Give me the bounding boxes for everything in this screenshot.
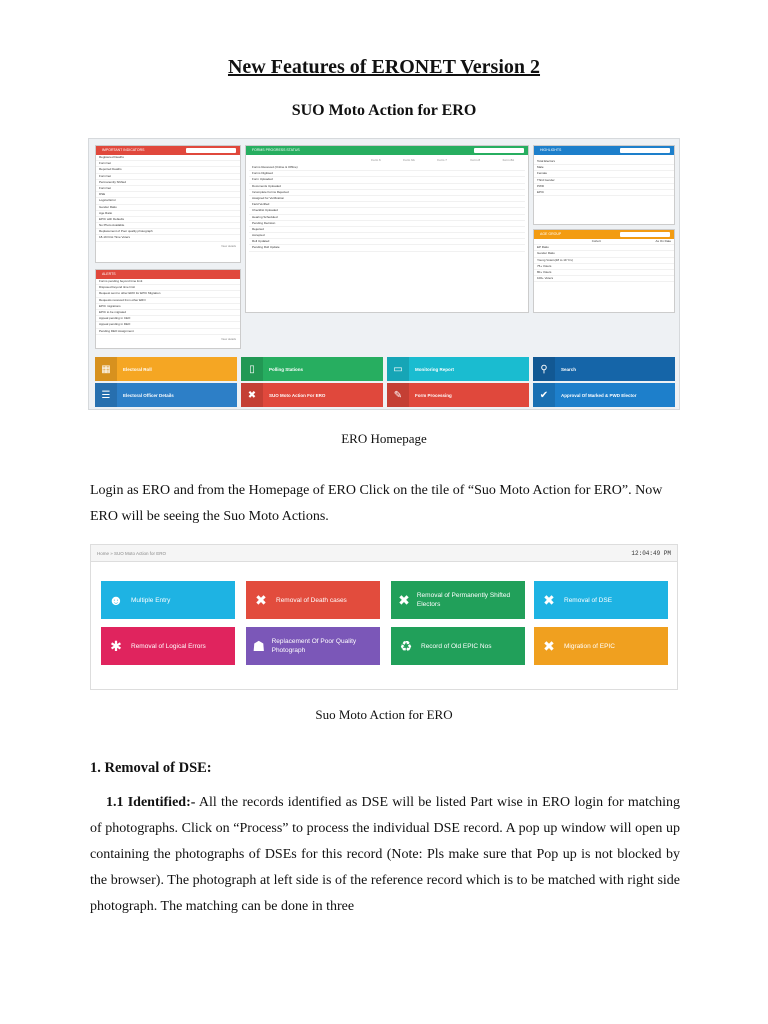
- panel-select[interactable]: [620, 148, 670, 153]
- document-subtitle: SUO Moto Action for ERO: [291, 102, 477, 119]
- panel-title: IMPORTANT INDICATORS: [102, 148, 145, 152]
- row-label: 100+ Voters: [537, 276, 554, 281]
- tile-label: Removal of Logical Errors: [131, 642, 206, 650]
- tile-icon: ☰: [95, 383, 117, 407]
- tile-label: Record of Old EPIC Nos: [421, 642, 492, 650]
- suo-moto-tile[interactable]: [246, 627, 380, 665]
- highlights-panel: [533, 145, 675, 225]
- tile-icon: ▯: [241, 357, 263, 381]
- row-label: Logical Error: [99, 198, 117, 203]
- tile-icon: ▦: [95, 357, 117, 381]
- tile-label: Form Processing: [415, 392, 452, 398]
- subsection-label: 1.1 Identified:-: [106, 795, 196, 810]
- tile-icon: ✎: [387, 383, 409, 407]
- row-label: Form Uploaded: [252, 177, 273, 182]
- tile-label: Electoral Officer Details: [123, 392, 174, 398]
- suo-moto-tile[interactable]: [101, 627, 235, 665]
- row-label: Pending DEO Assignment: [99, 328, 134, 333]
- panel-select[interactable]: [620, 232, 670, 237]
- row-label: Pending Roll Update: [252, 245, 280, 250]
- tile-icon: ✖: [543, 637, 555, 654]
- row-label: Age Ratio: [99, 210, 113, 215]
- row-label: Forms Digitised: [252, 171, 273, 176]
- row-label: Appeal pending in CEO: [99, 316, 131, 321]
- row-label: Reported Deaths: [99, 167, 122, 172]
- panel-title: AGE GROUP: [540, 232, 562, 236]
- column-header: [249, 158, 359, 162]
- tile-icon: ✖: [255, 591, 267, 608]
- row-label: Form/net: [99, 185, 112, 190]
- column-header: Cohort: [591, 239, 601, 243]
- column-header: Form 6: [371, 158, 381, 162]
- tile-label: Search: [561, 366, 577, 372]
- row-label: Total Electors: [537, 159, 556, 163]
- column-header: Form 7: [437, 158, 447, 162]
- column-header: Form 8: [470, 158, 481, 162]
- column-header: Form 8A: [502, 158, 515, 162]
- dashboard-tile[interactable]: [387, 383, 529, 407]
- caption-ero-homepage: ERO Homepage: [341, 431, 427, 446]
- row-label: Forms Received (Online & Offline): [252, 165, 298, 169]
- panel-title: HIGHLIGHTS: [540, 148, 562, 152]
- row-label: Rejected: [252, 226, 264, 231]
- row-label: Gender Ratio: [537, 251, 555, 256]
- tile-icon: ⚲: [533, 357, 555, 381]
- row-label: EP Ratio: [537, 245, 549, 250]
- table-row[interactable]: [249, 245, 525, 251]
- clock: 12:04:49 PM: [631, 549, 671, 557]
- panel-select[interactable]: [186, 148, 236, 153]
- panel-title: ALERTS: [102, 272, 116, 276]
- suo-moto-tile[interactable]: [391, 581, 525, 619]
- age-group-panel: [533, 229, 675, 313]
- tile-icon: ✖: [241, 383, 263, 407]
- row-label: Male: [537, 165, 544, 170]
- tile-label: Polling Stations: [269, 366, 304, 372]
- dashboard-tile[interactable]: [241, 357, 383, 381]
- row-label: Gender Ratio: [99, 204, 117, 209]
- tile-label: Migration of EPIC: [564, 642, 615, 650]
- tile-label: Multiple Entry: [131, 596, 171, 604]
- row-label: Form/net: [99, 173, 112, 178]
- breadcrumb[interactable]: Home » SUO Moto Action for ERO: [97, 550, 167, 556]
- tile-label: Approval Of Marked & PWD Elector: [561, 392, 637, 398]
- alerts-panel: [95, 269, 241, 349]
- dashboard-tile[interactable]: [533, 357, 675, 381]
- row-label: Disposed beyond time limit: [99, 285, 135, 290]
- row-label: 80+ Voters: [537, 269, 552, 274]
- ero-homepage-screenshot: [88, 138, 680, 410]
- row-label: EPIC migrations: [99, 303, 121, 308]
- row-label: Checklist Uploaded: [252, 208, 278, 213]
- tile-icon: ✖: [543, 591, 555, 608]
- important-indicators-panel: [95, 145, 241, 263]
- dashboard-tile[interactable]: [241, 383, 383, 407]
- tile-icon: ✖: [398, 591, 410, 608]
- suo-moto-tile[interactable]: [534, 627, 668, 665]
- view-details-link[interactable]: View details: [221, 336, 236, 341]
- row-label: Forms pending beyond time limit: [99, 279, 143, 283]
- row-label: Accepted: [252, 233, 265, 238]
- tile-label: Monitoring Report: [415, 366, 454, 372]
- suo-moto-screenshot: [90, 544, 678, 690]
- document-title: New Features of ERONET Version 2: [227, 56, 541, 78]
- row-label: EPIC to be migrated: [99, 309, 127, 314]
- tile-icon: ☻: [108, 592, 124, 608]
- panel-select[interactable]: [474, 148, 524, 153]
- tile-icon: ▭: [387, 357, 409, 381]
- row-label: Roll Updated: [252, 239, 270, 244]
- row-label: Young Voters(18 to 19 Yrs): [537, 257, 573, 262]
- row-label: PWD: [537, 183, 544, 188]
- row-label: Field Verified: [252, 202, 270, 207]
- section-heading: 1. Removal of DSE:: [90, 760, 212, 776]
- tile-label: Replacement Of Poor Quality Photograph: [271, 638, 357, 654]
- panel-row[interactable]: [96, 235, 240, 241]
- tile-label: SUO Moto Action For ERO: [269, 392, 326, 398]
- panel-row[interactable]: [534, 276, 674, 282]
- panel-title: FORMS PROGRESS STATUS: [252, 148, 300, 152]
- row-label: Female: [537, 171, 548, 176]
- tile-label: Removal of DSE: [564, 596, 613, 604]
- row-label: 18-19 First Time Voters: [99, 235, 131, 240]
- column-header: As On Date: [655, 239, 671, 243]
- dashboard-tile[interactable]: [533, 383, 675, 407]
- row-label: Documents Uploaded: [252, 183, 281, 188]
- row-label: 75+ Voters: [537, 263, 552, 268]
- column-header: Form 6A: [403, 158, 415, 162]
- forms-table-header: [246, 155, 528, 165]
- tile-label: Removal of Death cases: [276, 596, 347, 604]
- row-label: Permanently Shifted: [99, 179, 127, 184]
- section-paragraph: [90, 790, 680, 920]
- panel-row[interactable]: [96, 329, 240, 335]
- suo-moto-tile[interactable]: [101, 581, 235, 619]
- tile-icon: ✱: [110, 637, 122, 654]
- row-label: Assigned for Verification: [252, 195, 285, 200]
- suo-moto-tile[interactable]: [246, 581, 380, 619]
- caption-suo-moto: Suo Moto Action for ERO: [315, 707, 453, 722]
- suo-moto-tile[interactable]: [534, 581, 668, 619]
- subsection-text: All the records identified as DSE will be listed Part wise in ERO login for matching of photographs. Click on “Process” to process the individual DSE record. A pop up window will open up containing the photographs of DSEs for this record (Note: Pls make sure that Pop up is not blocked by the browser). The photograph at left side is of the reference record which is to be matched with right side photograph. The matching can be done in three: [90, 795, 680, 914]
- row-label: Hearing Scheduled: [252, 214, 278, 219]
- tile-label: Electoral Roll: [123, 366, 152, 372]
- dashboard-tile[interactable]: [387, 357, 529, 381]
- tile-icon: ☗: [252, 637, 266, 654]
- tile-label: Removal of Permanently Shifted Electors: [416, 592, 511, 608]
- forms-progress-panel: [245, 145, 529, 313]
- row-label: EPIC: [537, 189, 545, 194]
- row-label: Appeal pending in DEO: [99, 322, 131, 327]
- row-label: No Photo Available: [99, 223, 125, 228]
- tile-icon: ♻: [399, 637, 413, 654]
- view-details-link[interactable]: View details: [221, 243, 236, 248]
- row-label: Form/net: [99, 161, 112, 166]
- tile-icon: ✔: [533, 383, 555, 407]
- panel-row[interactable]: [534, 190, 674, 196]
- dashboard-tile[interactable]: [95, 383, 237, 407]
- row-label: DSE: [99, 192, 106, 197]
- row-label: Registered Deaths: [99, 155, 124, 159]
- login-instructions: Login as ERO and from the Homepage of ERO Click on the tile of “Suo Moto Action for ERO”. Now ERO will be seeing the Suo Moto Actions.: [90, 483, 663, 524]
- row-label: Replacement of Poor quality photograph: [99, 229, 153, 234]
- row-label: Third Gender: [537, 177, 555, 182]
- row-label: EPIC with Defaults: [99, 216, 125, 221]
- row-label: Pending Decision: [252, 220, 276, 225]
- row-label: Incomplete Forms Rejected: [252, 189, 289, 194]
- dashboard-tile[interactable]: [95, 357, 237, 381]
- suo-moto-tile[interactable]: [391, 627, 525, 665]
- row-label: Request sent to other ERO for EPIC Migration: [99, 291, 161, 296]
- row-label: Requests received from other ERO: [99, 297, 146, 302]
